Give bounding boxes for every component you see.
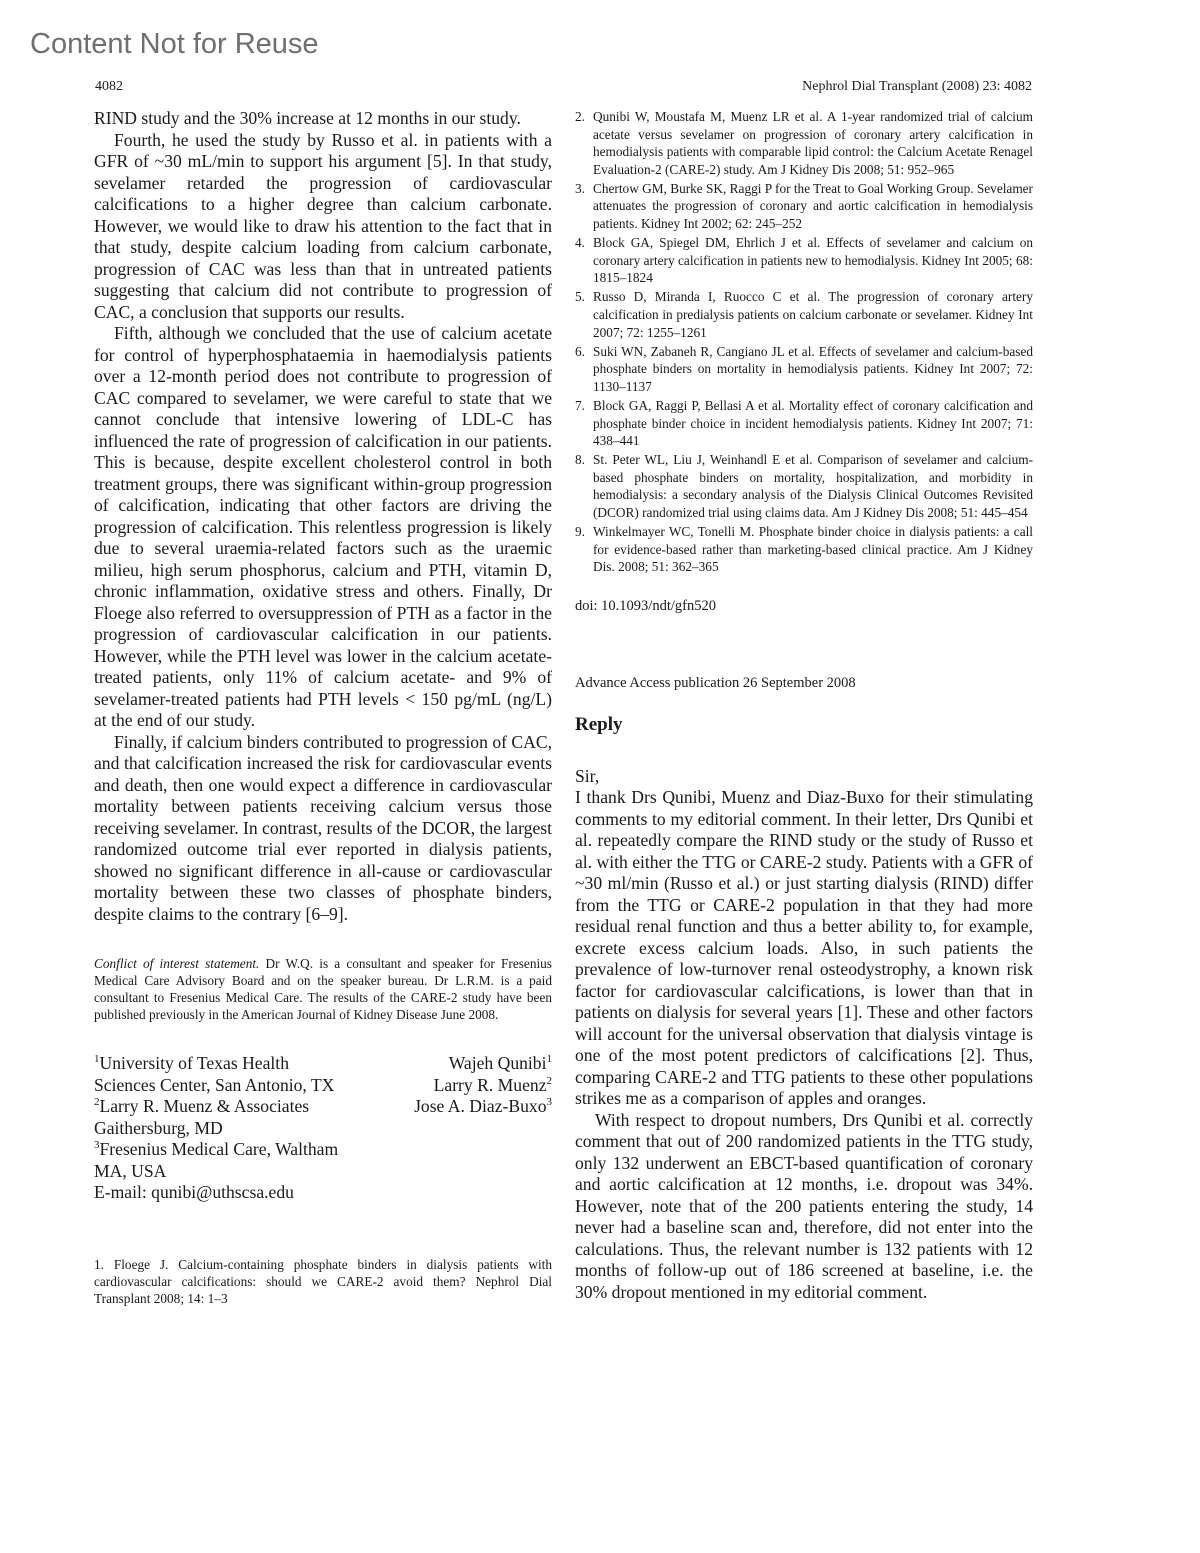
- paragraph: Fourth, he used the study by Russo et al. in patients with a GFR of ~30 mL/min to support his argument [5]. In that study, sevelamer retarded the progression of cardiovascular calcifications to a higher degree than calcium carbonate. However, we would like to draw his attention to the fact that in that study, despite calcium loading from calcium carbonate, progression of CAC was less than that in untreated patients suggesting that calcium did not contribute to progression of CAC, a conclusion that supports our results.: [94, 129, 552, 322]
- left-column: [94, 108, 552, 1307]
- doi: doi: 10.1093/ndt/gfn520: [575, 597, 716, 614]
- reference-item: 1. Floege J. Calcium-containing phosphate binders in dialysis patients with cardiovascular calcifications: should we CARE-2 avoid them? Nephrol Dial Transplant 2008; 14: 1–3: [94, 1256, 552, 1306]
- watermark: Content Not for Reuse: [30, 28, 319, 60]
- reference-item: 8. St. Peter WL, Liu J, Weinhandl E et al. Comparison of sevelamer and calcium-based phosphate binders on mortality, hospitalization, and morbidity in hemodialysis: a secondary analysis of the Dialysis Clinical Outcomes Revisited (DCOR) randomized trial using claims data. Am J Kidney Dis 2008; 51: 445–454: [575, 452, 1033, 521]
- paragraph: With respect to dropout numbers, Drs Qunibi et al. correctly comment that out of 200 randomized patients in the TTG study, only 132 underwent an EBCT-based quantification of coronary and aortic calcification at 12 months, i.e. dropout was 34%. However, note that of the 200 patients entering the study, 14 never had a baseline scan and, therefore, did not enter into the calculations. Thus, the relevant number is 132 patients with 12 months of follow-up out of 186 screened at baseline, i.e. the 30% dropout mentioned in my editorial comment.: [575, 1109, 1033, 1302]
- right-column: [575, 108, 1033, 1303]
- journal-header: Nephrol Dial Transplant (2008) 23: 4082: [802, 79, 1032, 94]
- advance-access: Advance Access publication 26 September 2008: [575, 674, 856, 691]
- affiliation-line: $^1$University of Texas Health: [94, 1053, 289, 1073]
- author-name: Wajeh Qunibi$^1$: [448, 1053, 552, 1073]
- reference-item: 2. Qunibi W, Moustafa M, Muenz LR et al. A 1-year randomized trial of calcium acetate versus sevelamer on progression of coronary artery calcification in hemodialysis patients with comparable lipid control: the Calcium Acetate Renagel Evaluation-2 (CARE-2) study. Am J Kidney Dis 2008; 51: 952–965: [575, 109, 1033, 177]
- page-number: 4082: [95, 79, 123, 94]
- reference-item: 6. Suki WN, Zabaneh R, Cangiano JL et al. Effects of sevelamer and calcium-based phosphate binders on mortality in hemodialysis patients. Kidney Int 2007; 72: 1130–1137: [575, 343, 1033, 394]
- affiliations-block: [94, 1053, 552, 1204]
- paragraph: RIND study and the 30% increase at 12 months in our study.: [94, 108, 521, 128]
- conflict-of-interest: [94, 955, 552, 1023]
- affiliation-line: $^3$Fresenius Medical Care, Waltham: [94, 1139, 339, 1159]
- conflict-text: Dr W.Q. is a consultant and speaker for Fresenius Medical Care Advisory Board and on the speaker bureau. Dr L.R.M. is a paid consultant to Fresenius Medical Care. The results of the CARE-2 study have been published previously in the American Journal of Kidney Disease June 2008.: [94, 956, 552, 1022]
- authors: [414, 1053, 552, 1204]
- paragraph: Fifth, although we concluded that the use of calcium acetate for control of hyperphosphataemia in haemodialysis patients over a 12-month period does not contribute to progression of CAC compared to sevelamer, we were careful to state that we cannot conclude that intensive lowering of LDL-C has influenced the rate of progression of calcification in our patients. This is because, despite excellent cholesterol control in both treatment groups, there was significant within-group progression of calcification, indicating that other factors are driving the progression of calcification. This relentless progression is likely due to several uraemia-related factors such as the uraemic milieu, high serum phosphorus, calcium and PTH, vitamin D, chronic inflammation, oxidative stress and others. Finally, Dr Floege also referred to oversuppression of PTH as a factor in the progression of cardiovascular calcification in our patients. However, while the PTH level was lower in the calcium acetate-treated patients, only 11% of calcium acetate- and 9% of sevelamer-treated patients had PTH levels < 150 pg/mL (ng/L) at the end of our study.: [94, 323, 552, 730]
- letter-body: [94, 108, 552, 925]
- affiliation-line: MA, USA: [94, 1160, 167, 1181]
- reference-item: 3. Chertow GM, Burke SK, Raggi P for the Treat to Goal Working Group. Sevelamer attenuates the progression of coronary and aortic calcification in hemodialysis patients. Kidney Int 2002; 62: 245–252: [575, 180, 1033, 232]
- paragraph: Finally, if calcium binders contributed to progression of CAC, and that calcification increased the risk for cardiovascular events and death, then one would expect a difference in cardiovascular mortality between patients receiving calcium versus those receiving sevelamer. In contrast, results of the DCOR, the largest randomized outcome trial ever reported in dialysis patients, showed no significant difference in all-cause or cardiovascular mortality between these two classes of phosphate binders, despite claims to the contrary [6–9].: [94, 731, 552, 924]
- reference-item: 5. Russo D, Miranda I, Ruocco C et al. The progression of coronary artery calcification in predialysis patients on calcium carbonate or sevelamer. Kidney Int 2007; 72: 1255–1261: [575, 289, 1033, 340]
- author-name: Larry R. Muenz$^2$: [433, 1074, 552, 1095]
- reply-body: [575, 766, 1033, 1304]
- author-name: Jose A. Diaz-Buxo$^3$: [414, 1096, 552, 1116]
- affiliation-line: Sciences Center, San Antonio, TX: [94, 1074, 335, 1095]
- affiliation-line: Gaithersburg, MD: [94, 1117, 223, 1138]
- salutation: Sir,: [575, 765, 600, 786]
- reference-item: 4. Block GA, Spiegel DM, Ehrlich J et al. Effects of sevelamer and calcium on coronary artery calcification in patients new to hemodialysis. Kidney Int 2005; 68: 1815–1824: [575, 235, 1033, 286]
- email-line: E-mail: qunibi@uthscsa.edu: [94, 1182, 294, 1202]
- paragraph: I thank Drs Qunibi, Muenz and Diaz-Buxo for their stimulating comments to my editorial comment. In their letter, Drs Qunibi et al. repeatedly compare the RIND study or the study of Russo et al. with either the TTG or CARE-2 study. Patients with a GFR of ~30 ml/min (Russo et al.) or just starting dialysis (RIND) differ from the TTG or CARE-2 population in that they had more residual renal function and thus a better ability to, for example, excrete excess calcium loads. Also, in such patients the prevalence of low-turnover renal osteodystrophy, a known risk factor for cardiovascular calcifications, is lower than that in patients on dialysis for several years [1]. These and other factors will account for the universal observation that dialysis vintage is one of the most potent predictors of calcifications [2]. Thus, comparing CARE-2 and TTG patients to these other populations strikes me as a comparison of apples and oranges.: [575, 787, 1033, 1109]
- reference-item: 7. Block GA, Raggi P, Bellasi A et al. Mortality effect of coronary calcification and phosphate binder choice in incident hemodialysis patients. Kidney Int 2007; 71: 438–441: [575, 398, 1033, 449]
- reference-list: [575, 108, 1033, 576]
- reply-heading: Reply: [575, 713, 623, 735]
- conflict-label: Conflict of interest statement.: [94, 956, 260, 971]
- affiliation-line: $^2$Larry R. Muenz & Associates: [94, 1096, 310, 1116]
- reference-item: 9. Winkelmayer WC, Tonelli M. Phosphate binder choice in dialysis patients: a call for evidence-based rather than marketing-based clinical practice. Am J Kidney Dis. 2008; 51: 362–365: [575, 524, 1033, 575]
- affiliations: [94, 1053, 338, 1204]
